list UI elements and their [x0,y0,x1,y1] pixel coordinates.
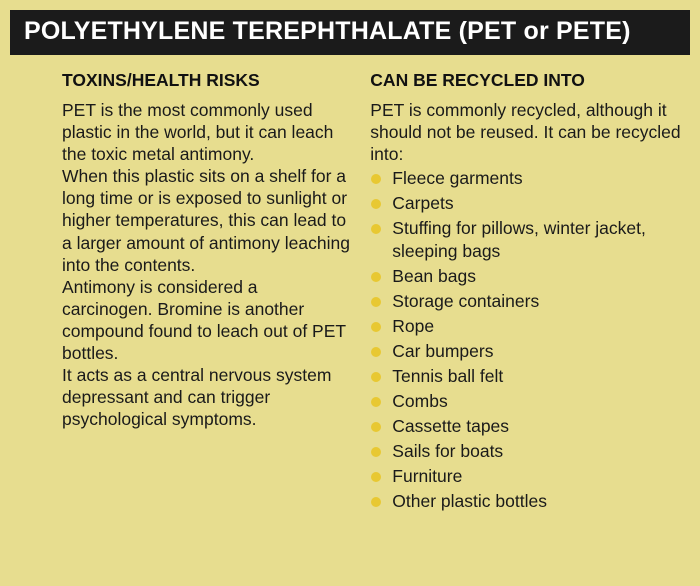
bullet-dot-icon [371,174,381,184]
list-item [370,290,688,312]
recycled-into-column [362,71,688,515]
recycled-intro-paragraph: PET is commonly recycled, although it should not be reused. It can be recycled into: [370,100,681,165]
list-item [370,192,688,214]
list-item [370,440,688,462]
toxins-paragraph-2: When this plastic sits on a shelf for a long time or is exposed to sunlight or higher temperatures, this can lead to a larger amount of antimony leaching into the contents. [62,166,350,275]
list-item [370,217,688,261]
toxins-paragraph-1: PET is the most commonly used plastic in the world, but it can leach the toxic metal antimony. [62,100,334,165]
toxins-paragraph-4: It acts as a central nervous system depressant and can trigger psychological symptoms. [62,364,332,429]
list-item-label: Storage containers [392,290,540,311]
recycled-into-heading: CAN BE RECYCLED INTO [370,70,585,90]
list-item-label: Furniture [392,465,463,486]
bullet-dot-icon [371,347,381,357]
list-item-label: Bean bags [392,265,476,286]
page-title: POLYETHYLENE TEREPHTHALATE (PET or PETE) [24,17,631,45]
toxins-paragraph-3: Antimony is considered a carcinogen. Bromine is another compound found to leach out of PET bottles. [62,276,346,363]
bullet-dot-icon [371,322,381,332]
list-item-label: Sails for boats [392,440,504,461]
title-bar [10,10,690,55]
list-item-label: Fleece garments [392,168,523,189]
list-item [370,415,688,437]
list-item [370,315,688,337]
list-item [370,390,688,412]
list-item-label: Combs [392,390,448,411]
infographic-page [0,10,700,586]
toxins-health-risks-heading: TOXINS/HEALTH RISKS [62,70,260,90]
list-item-label: Rope [392,315,435,336]
bullet-dot-icon [371,472,381,482]
bullet-dot-icon [371,397,381,407]
bullet-dot-icon [371,297,381,307]
list-item-label: Other plastic bottles [392,491,547,511]
list-item-label: Cassette tapes [392,415,510,436]
bullet-dot-icon [371,447,381,457]
list-item-label: Stuffing for pillows, winter jacket, sleeping bags [392,218,646,261]
recycled-items-list [370,167,688,512]
bullet-dot-icon [371,422,381,432]
list-item [370,490,688,512]
bullet-dot-icon [371,497,381,507]
bullet-dot-icon [371,372,381,382]
list-item-label: Carpets [392,193,454,214]
bullet-dot-icon [371,224,381,234]
content-columns [0,55,700,515]
list-item [370,167,688,189]
list-item [370,365,688,387]
list-item [370,340,688,362]
bullet-dot-icon [371,199,381,209]
list-item [370,265,688,287]
bullet-dot-icon [371,272,381,282]
list-item-label: Car bumpers [392,340,494,361]
toxins-health-risks-column [12,71,350,515]
list-item [370,465,688,487]
list-item-label: Tennis ball felt [392,365,504,386]
